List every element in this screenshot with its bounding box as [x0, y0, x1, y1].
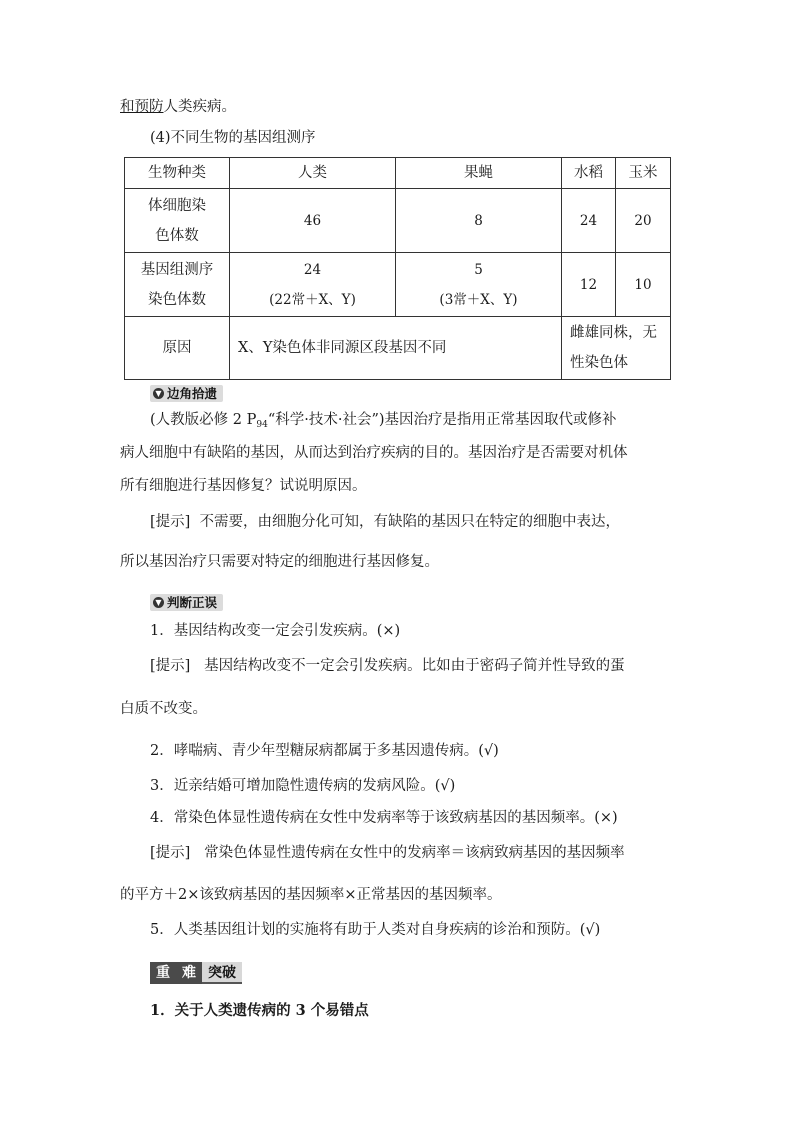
section-title: (4)不同生物的基因组测序 [150, 130, 316, 146]
row3-plant-reason-a: 雌雄同株，无 [570, 325, 657, 341]
row2-fly-detail: (3常＋X、Y) [439, 291, 518, 308]
row2-human [230, 253, 396, 317]
row2-human-detail: (22常＋X、Y) [269, 291, 356, 308]
point-1-heading: 1．关于人类遗传病的 3 个易错点 [150, 1002, 369, 1019]
judge-item-2: 2．哮喘病、青少年型糖尿病都属于多基因遗传病。(√) [150, 743, 499, 759]
judge-item-1: 1．基因结构改变一定会引发疾病。(×) [150, 623, 401, 639]
header-species: 生物种类 [125, 158, 230, 189]
row1-corn: 20 [616, 189, 671, 253]
hint-label: [提示] [150, 658, 191, 674]
banner-char-2: 难 [176, 962, 202, 984]
chevron-down-icon: ▼ [153, 597, 164, 608]
chevron-down-icon: ▼ [153, 388, 164, 399]
judge-item-5: 5．人类基因组计划的实施将有助于人类对自身疾病的诊治和预防。(√) [150, 922, 601, 938]
judge-item-4-hint-a: [提示] 常染色体显性遗传病在女性中的发病率＝该病致病基因的基因频率 [150, 845, 625, 861]
header-human: 人类 [230, 158, 396, 189]
row2-fly [396, 253, 562, 317]
row3-plant-reason [562, 317, 671, 380]
supplement-line-2: 病人细胞中有缺陷的基因，从而达到治疗疾病的目的。基因治疗是否需要对机体 [120, 445, 628, 461]
supplement-hint-1: [提示] 不需要，由细胞分化可知，有缺陷的基因只在特定的细胞中表达， [150, 514, 621, 530]
supplement-line-1: (人教版必修 2 $P_{94}“$科学·技术·社会”)基因治疗是指用正常基因取代或修补 [150, 412, 617, 430]
judge-item-3: 3．近亲结婚可增加隐性遗传病的发病风险。(√) [150, 778, 456, 794]
tag-true-false [150, 594, 223, 611]
judge-item-1-hint-a: [提示] 基因结构改变不一定会引发疾病。比如由于密码子简并性导致的蛋 [150, 658, 625, 674]
tag-true-false-label: 判断正误 [167, 595, 218, 610]
row2-label-b: 染色体数 [148, 291, 206, 308]
supplement-line-3: 所有细胞进行基因修复？试说明原因。 [120, 478, 367, 494]
row2-corn: 10 [616, 253, 671, 317]
row3-animal-reason: X、Y染色体非同源区段基因不同 [230, 317, 562, 380]
row2-human-count: 24 [303, 261, 322, 278]
header-corn: 玉米 [616, 158, 671, 189]
hint-label: [提示] [150, 845, 191, 861]
tag-corner-notes-label: 边角拾遗 [167, 386, 218, 401]
intro-rest: 人类疾病。 [163, 99, 236, 115]
judge-item-1-hint-b: 白质不改变。 [120, 701, 207, 717]
row2-rice: 12 [562, 253, 616, 317]
row1-label-b: 色体数 [155, 227, 199, 244]
header-rice: 水稻 [562, 158, 616, 189]
row2-label [125, 253, 230, 317]
section-banner [150, 962, 242, 984]
row1-rice: 24 [562, 189, 616, 253]
banner-char-1: 重 [150, 962, 176, 984]
hint-label: [提示] [150, 514, 191, 530]
intro-underlined: 和预防 [120, 99, 164, 115]
intro-line [120, 97, 236, 117]
header-fly: 果蝇 [396, 158, 562, 189]
row1-fly: 8 [396, 189, 562, 253]
row2-label-a: 基因组测序 [140, 261, 214, 278]
row3-label: 原因 [125, 317, 230, 380]
genome-table [124, 157, 671, 380]
tag-corner-notes [150, 385, 223, 402]
supplement-hint-2: 所以基因治疗只需要对特定的细胞进行基因修复。 [120, 554, 439, 570]
judge-item-4-hint-b: 的平方＋2×该致病基因的基因频率×正常基因的基因频率。 [120, 887, 502, 903]
row3-plant-reason-b: 性染色体 [570, 355, 628, 371]
judge-item-4: 4．常染色体显性遗传病在女性中发病率等于该致病基因的基因频率。(×) [150, 810, 618, 826]
banner-char-3: 突破 [202, 962, 242, 984]
row2-fly-count: 5 [474, 261, 483, 278]
row1-human: 46 [230, 189, 396, 253]
row1-label [125, 189, 230, 253]
row1-label-a: 体细胞染 [148, 197, 206, 214]
